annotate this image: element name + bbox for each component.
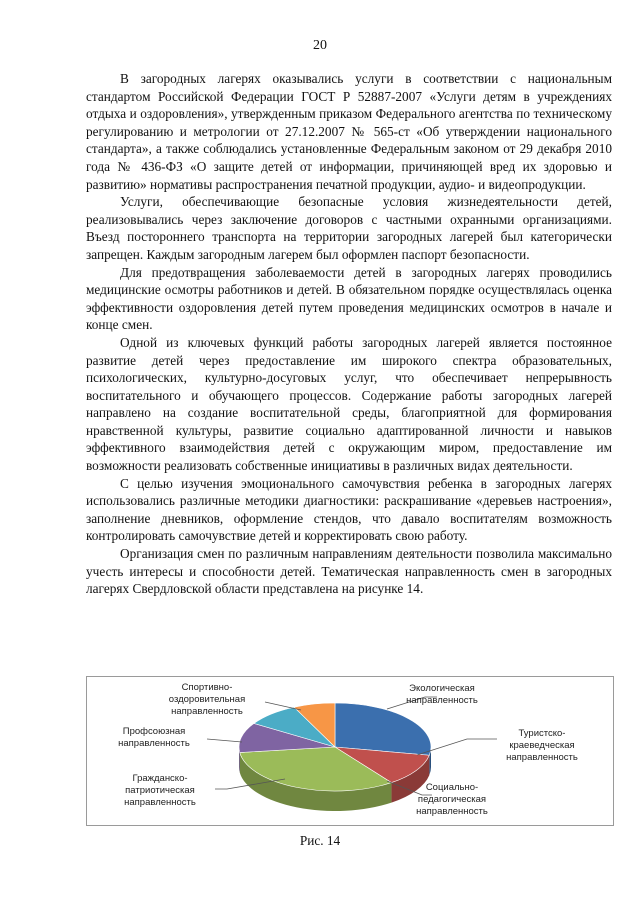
paragraph: Одной из ключевых функций работы загородных лагерей является постоянное развитие детей через предоставление им широкого спектра образовательных, психологических, культурно-досуговых услуг, что обеспечивает непрерывность воспитательного и обучающего процессов. Содержание работы загородных лагерей направлено на создание воспитательной среды, благоприятной для формирования нравственной культуры, развитие социально адаптированной личности и навыков эффективного взаимодействия детей с окружающим миром, предоставление им возможности реализовать собственные инициативы в различных видах деятельности. <box>86 334 612 474</box>
paragraph: С целью изучения эмоционального самочувствия ребенка в загородных лагерях использовались различные методики диагностики: раскрашивание «деревьев настроения», заполнение дневников, оформление стендов, что давало воспитателям возможность контролировать самочувствие детей и корректировать свою работу. <box>86 475 612 544</box>
pie-label-social: Социально- педагогическая направленность <box>416 782 488 817</box>
pie-label-tourist: Туристско- краеведческая направленность <box>506 728 578 763</box>
leader-line-6 <box>265 702 301 710</box>
leader-line-5 <box>207 739 242 742</box>
pie-slice-1 <box>335 703 431 755</box>
pie-label-patriotic: Гражданско- патриотическая направленность <box>124 773 196 808</box>
paragraph: Организация смен по различным направлениям деятельности позволила максимально учесть интересы и способности детей. Тематическая направленность смен в загородных лагерях Свердловской области представлена на рисунке 14. <box>86 546 612 597</box>
paragraph: В загородных лагерях оказывались услуги в соответствии с национальным стандартом Российской Федерации ГОСТ Р 52887-2007 «Услуги детям в учреждениях отдыха и оздоровления», утвержденным приказом Федерального агентства по техническому регулированию и метрологии от 27.12.2007 № 565-ст «Об утверждении национального стандарта», а также соблюдались установленные Федеральным законом от 29 декабря 2010 года № 436-ФЗ «О защите детей от информации, причиняющей вред их здоровью и развитию» нормативы распространения печатной продукции, аудио- и видеопродукции. <box>86 71 612 192</box>
pie-label-ecological: Экологическая направленность <box>406 683 478 706</box>
pie-label-sport: Спортивно- оздоровительная направленность <box>168 682 246 717</box>
pie-chart-figure <box>86 676 614 826</box>
page-number: 20 <box>313 38 327 53</box>
paragraph: Для предотвращения заболеваемости детей в загородных лагерях проводились медицинские осмотры работников и детей. В обязательном порядке осуществлялась оценка эффективности оздоровления детей путем проведения медицинских осмотров в начале и конце смен. <box>86 264 612 333</box>
paragraph: Услуги, обеспечивающие безопасные условия жизнедеятельности детей, реализовывались через заключение договоров с частными охранными организациями. Въезд постороннего транспорта на территории загородных лагерей был категорически запрещен. Каждым загородным лагерем был оформлен паспорт безопасности. <box>86 194 612 262</box>
figure-caption: Рис. 14 <box>299 833 341 848</box>
pie-label-union: Профсоюзная направленность <box>118 726 190 749</box>
body-text <box>86 70 612 598</box>
